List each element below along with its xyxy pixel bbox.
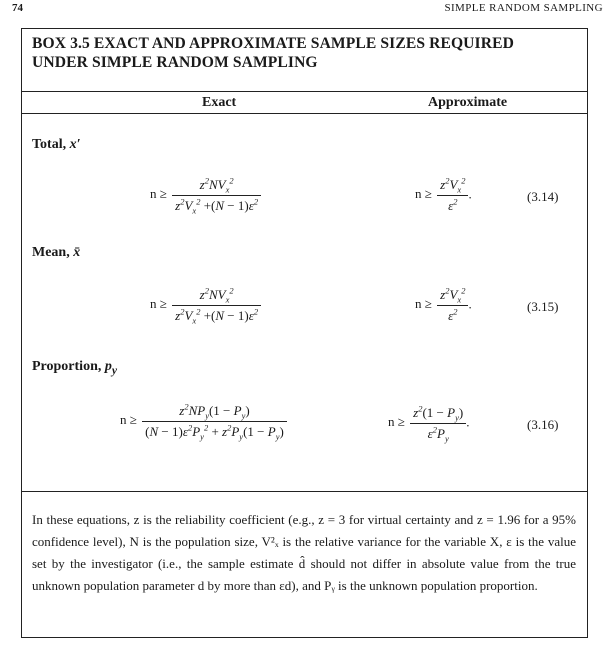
section-label-total-text: Total, (32, 137, 67, 152)
section-label-total (32, 137, 81, 153)
formula-proportion-approximate: n ≥ $\frac{z^2(1 - P_y)}{\varepsilon^2P_y}$ . (388, 403, 470, 444)
formula-mean-approximate: n ≥ $\frac{z^2V_x^2}{\varepsilon^2}$ . (415, 285, 472, 323)
section-label-proportion-text: Proportion, (32, 359, 102, 374)
column-head-exact: Exact (202, 95, 237, 110)
box-title: BOX 3.5 EXACT AND APPROXIMATE SAMPLE SIZES REQUIRED UNDER SIMPLE RANDOM SAMPLING (32, 35, 514, 71)
formula-total-approximate: n ≥ $\frac{z^2V_x^2}{\varepsilon^2}$ . (415, 175, 472, 213)
box-3-5 (21, 28, 588, 638)
running-head: SIMPLE RANDOM SAMPLING (444, 2, 603, 14)
section-label-mean-text: Mean, (32, 245, 70, 260)
formula-total-exact: n ≥ $\frac{z^2NV_x^2}{z^2V_x^2 +(N - 1)\varepsilon^2}$ (150, 177, 261, 214)
section-symbol-mean: x̄ (73, 245, 81, 260)
equation-number-3-15: (3.15) (527, 299, 559, 314)
section-symbol-proportion: $p_y$ (104, 359, 118, 377)
column-head-approximate: Approximate (428, 95, 508, 110)
equation-number-3-16: (3.16) (527, 417, 559, 432)
explanation-paragraph: In these equations, z is the reliability coefficient (e.g., z = 3 for virtual certainty and z = 1.96 for a 95% confidence level), N is the population size, V²ₓ is the relative variance for the variable X, ε is the value set by the investigator (i.e., the sample estimate d̂ should not differ in absolute value from the true unknown population parameter d by more than εd), and Pᵧ is the unknown population proportion. (32, 512, 576, 593)
explanation-rule (22, 491, 587, 492)
formula-proportion-exact: n ≥ $\frac{z^2NP_y(1 - P_y)}{(N - 1)\varepsilon^2P_y^2 + z^2P_y(1 - P_y)}$ (120, 403, 287, 440)
header-rule-top (22, 91, 587, 92)
section-label-mean (32, 245, 80, 261)
header-rule-bottom (22, 113, 587, 114)
page-number: 74 (12, 2, 23, 14)
formula-mean-exact: n ≥ $\frac{z^2NV_x^2}{z^2V_x^2 +(N - 1)\varepsilon^2}$ (150, 287, 261, 324)
section-symbol-total: x′ (69, 137, 81, 152)
section-label-proportion (32, 359, 117, 377)
equation-number-3-14: (3.14) (527, 189, 559, 204)
